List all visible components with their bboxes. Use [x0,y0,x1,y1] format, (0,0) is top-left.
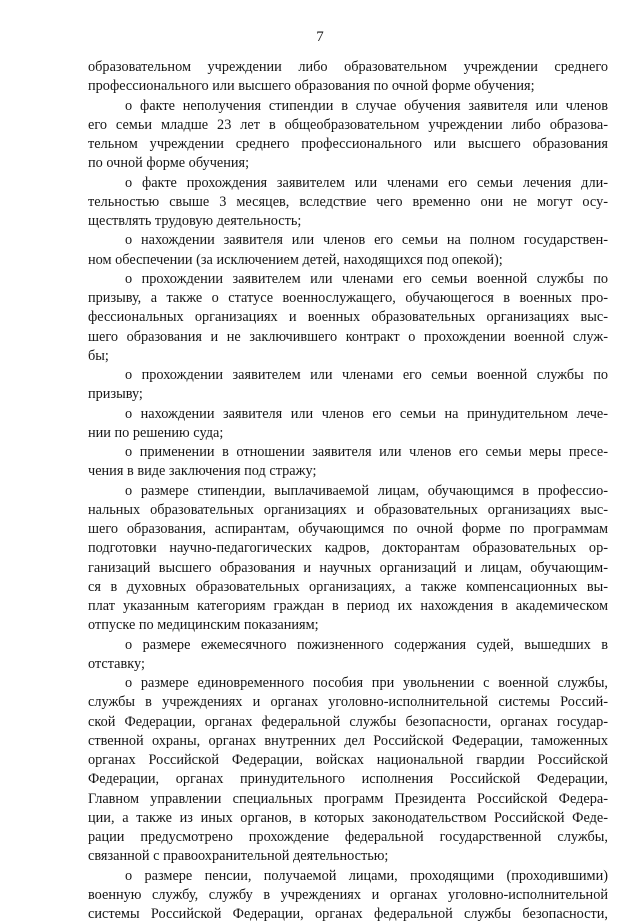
text-line: по очной форме обучения; [88,155,250,172]
text-line: о применении в отношении заявителя или членов его семьи меры пресе- [125,444,608,460]
text-line: о факте прохождения заявителем или членами его семьи лечения дли- [125,174,608,191]
text-line: о прохождении заявителем или членами его семьи военной службы по [125,270,608,287]
page-number: 7 [316,29,324,45]
text-line: ществлять трудовую деятельность; [88,213,302,229]
text-line: связанной с правоохранительной деятельностью; [88,848,389,865]
text-line: о нахождении заявителя или членов его семьи на принудительном лече- [125,405,608,422]
text-line: шего образования и не заключившего контракт о прохождении военной служ- [88,328,608,345]
text-line: о прохождении заявителем или членами его семьи военной службы по [125,367,608,383]
text-line: ской Федерации, органах федеральной службы безопасности, органах государ- [88,713,608,730]
text-line: ственной охраны, органах внутренних дел Российской Федерации, таможенных [88,732,608,749]
text-line: о размере единовременного пособия при увольнении с военной службы, [125,675,608,691]
document-body-text [88,58,608,924]
text-line: тельном учреждении среднего профессионального или высшего образования [88,136,608,152]
text-line: военную службу, службу в учреждениях и органах уголовно-исполнительной [88,886,608,903]
text-line: о нахождении заявителя или членов его семьи на полном государствен- [125,232,608,249]
text-line: нальных образовательных организациях и образовательных организациях выс- [88,501,608,518]
text-line: образовательном учреждении либо образовательном учреждении среднего [88,59,608,75]
text-line: отпуске по медицинским показаниям; [88,617,319,634]
text-line: Федерации, органах принудительного исполнения Российской Федерации, [88,771,608,788]
text-line: призыву; [88,386,143,403]
text-line: подготовки научно-педагогических кадров, докторантам образовательных ор- [88,540,608,557]
text-line: призыву, а также о статусе военнослужащего, обучающегося в военных про- [88,290,608,306]
text-line: бы; [88,347,109,364]
text-line: ном обеспечении (за исключением детей, находящихся под опекой); [88,251,503,268]
text-line: нии по решению суда; [88,424,224,441]
text-line: органах Российской Федерации, войсках национальной гвардии Российской [88,752,608,768]
text-line: плат указанным категориям граждан в период их нахождения в академическом [88,598,608,614]
text-line: системы Российской Федерации, органах федеральной службы безопасности, [88,906,608,922]
text-line: шего образования, аспирантам, обучающимся по очной форме по программам [88,521,608,537]
text-line: отставку; [88,655,145,672]
text-line: о размере стипендии, выплачиваемой лицам, обучающимся в профессио- [125,482,608,499]
text-line: ся в духовных образовательных организациях, а также компенсационных вы- [88,578,608,595]
text-line: Главном управлении специальных программ Президента Российской Федера- [88,790,608,807]
text-line: фессиональных организациях и военных образовательных организациях выс- [88,309,608,326]
text-line: профессионального или высшего образования по очной форме обучения; [88,78,535,95]
text-line: службы в учреждениях и органах уголовно-исполнительной системы Россий- [88,694,608,711]
text-line: рации предусмотрено прохождение федеральной государственной службы, [88,829,608,845]
text-line: о размере пенсии, получаемой лицами, проходящими (проходившими) [125,867,608,884]
text-line: ции, а также из иных органов, в которых законодательством Российской Феде- [88,809,608,826]
text-line: ганизаций высшего образования и научных организаций и лицам, обучающим- [88,559,608,576]
text-line: чения в виде заключения под стражу; [88,463,317,480]
text-line: о факте неполучения стипендии в случае обучения заявителя или членов [125,97,608,114]
text-line: о размере ежемесячного пожизненного содержания судей, вышедших в [125,636,608,653]
text-line: его семьи младше 23 лет в общеобразовательном учреждении либо образова- [88,116,608,133]
text-line: тельностью свыше 3 месяцев, вследствие чего временно они не могут осу- [88,193,608,210]
